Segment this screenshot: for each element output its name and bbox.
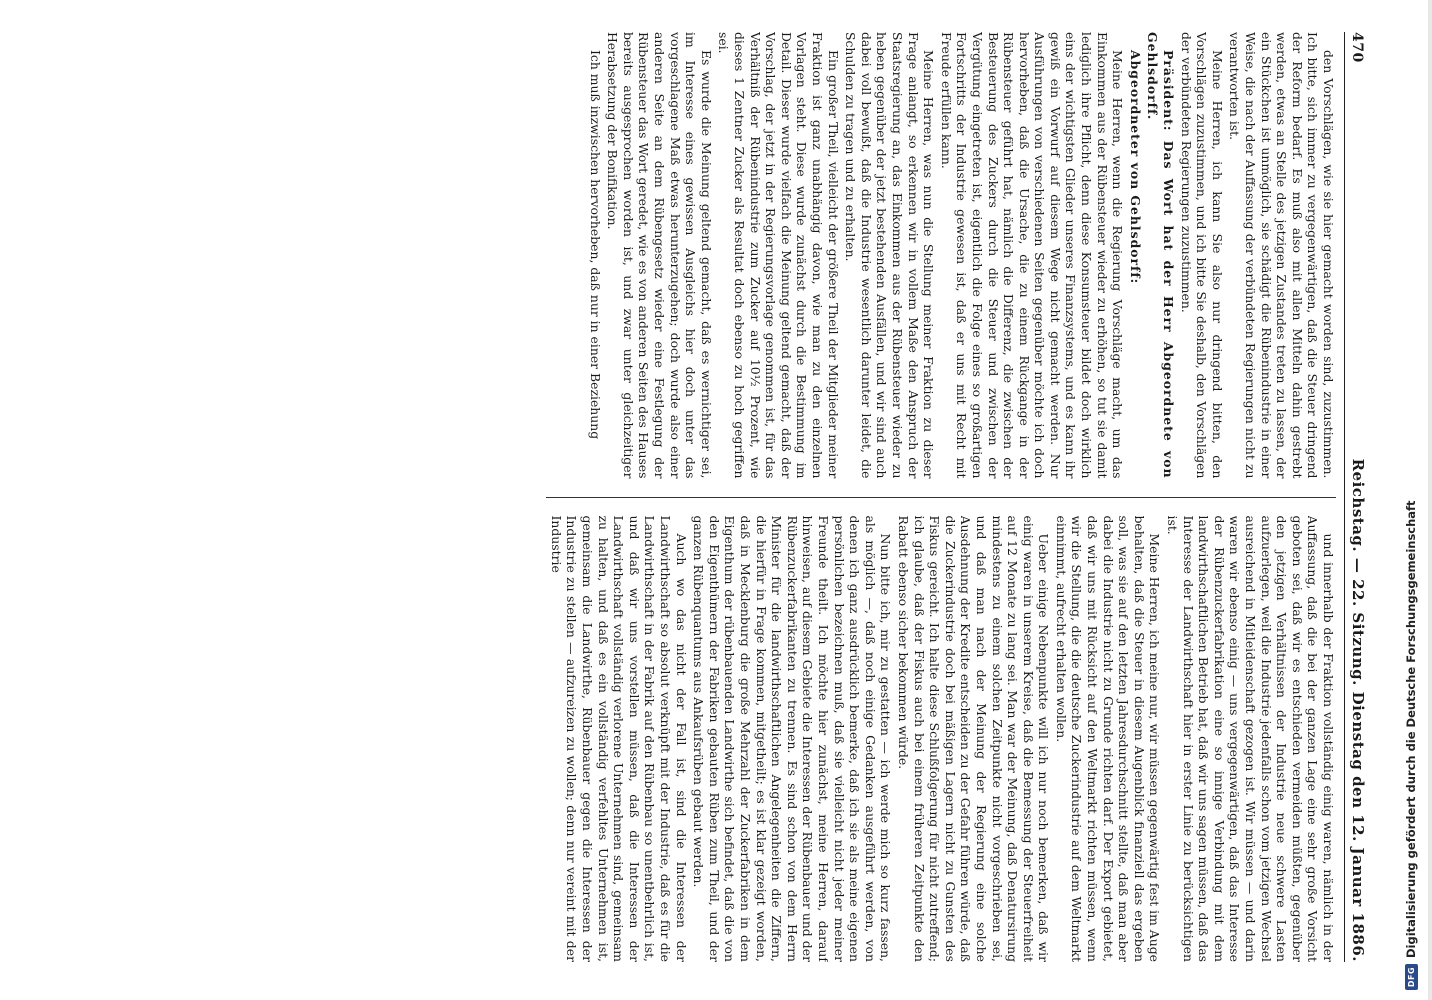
digitization-note: [1400, 0, 1422, 990]
president-line: Präsident: Das Wort hat der Herr Abgeordnete von Gehlsdorff.: [1145, 32, 1177, 479]
paragraph: Meine Herren, ich kann Sie also nur dringend bitten, den Vorschlägen zuzustimmen, und ich bitte Sie deshalb, den Vorschlägen der verbündeten Regierungen zuzustimmen.: [1178, 32, 1225, 479]
left-column: [546, 32, 1336, 479]
dfg-logo-icon: DFG: [1405, 964, 1418, 990]
page-number: 470: [1349, 32, 1365, 63]
page-header: [1344, 32, 1367, 962]
paragraph: und innerhalb der Fraktion vollständig einig waren, nämlich in der Auffassung, daß die bei der ganzen Lage eine sehr große Vorsicht geboten sei, daß wir es entschieden vermeiden müßten, gegenüber den jetzigen Verhältnissen der Industrie neue schwere Lasten aufzuerlegen, weil die Industrie jedenfalls schon vom jetzigen Wechsel ausreichend in Mitleidenschaft gezogen ist. Wir müssen — und darin waren wir ebenso einig — uns vergegenwärtigen, daß das Interesse der Rübenzuckerfabrikation eine so innige Verbindung mit dem landwirthschaftlichen Betrieb hat, daß wir uns sagen müssen, daß das Interesse der Landwirthschaft hier in erster Linie zu berücksichtigen ist.: [1165, 515, 1336, 962]
paragraph: Ich muß inzwischen hervorheben, daß nur in einer Beziehung: [587, 50, 603, 440]
column-divider: [546, 497, 1336, 498]
paragraph: Meine Herren, was nun die Stellung meiner Fraktion zu dieser Frage anlangt, so erkennen wir in vollem Maße den Anspruch der Staatsregierung an, das Einkommen aus der Rübensteuer wieder zu heben gegenüber der jetzt bestehenden Ausfällen, und wir sind auch dabei voll bewußt, daß die Industrie wesentlich darunter leidet, die Schulden zu tragen und zu erhalten.: [843, 32, 937, 479]
paragraph: den Vorschlägen, wie sie hier gemacht worden sind, zuzustimmen. Ich bitte, sich immer zu vergegenwärtigen, daß die Steuer dringend der Reform bedarf. Es muß also mit allen Mitteln dahin gestrebt werden, etwas an Stelle des jetzigen Zustandes treten zu lassen, der ein Stückchen ist unmöglich, sie schädigt die Rübenindustrie in einer Weise, die nach der Auffassung der verbündeten Regierungen nicht zu verantworten ist.: [1227, 32, 1336, 479]
scanned-page: [51, 10, 1381, 984]
paragraph: Meine Herren, ich meine nur, wir müssen gegenwärtig fest im Auge behalten, daß die Steuer in diesem Augenblick finanziell das ergeben soll, was sie auf den letzten Jahresdurchschnitt stellte, daß man aber dabei die Industrie nicht zu Grunde richten darf. Der Export gebietet, daß wir uns mit Rücksicht auf den Weltmarkt richten müssen, wenn wir die Stellung, die die deutsche Zuckerindustrie auf dem Weltmarkt einnimmt, aufrecht erhalten wollen.: [1053, 515, 1163, 962]
running-title: Reichstag. — 22. Sitzung. Dienstag den 12. Januar 1886.: [1349, 458, 1367, 962]
paragraph: Nun bitte ich, mir zu gestatten — ich werde mich so kurz fassen, als möglich —, daß noch einige Gedanken ausgeführt werden, von denen ich ganz ausdrücklich bemerke, daß ich sie als meine eigenen persönlichen bezeichnen muß, daß sie vielleicht nicht jeder meiner Freunde theilt. Ich möchte hier zunächst, meine Herren, darauf hinweisen, auf diesem Gebiete die Interessen der Rübenbauer und der Rübenzuckerfabrikanten zu trennen. Es sind schon von dem Herrn Minister für die landwirthschaftlichen Angelegenheiten die Ziffern, die hierfür in Frage kommen, mitgetheilt; es ist klar gezeigt worden, daß in Mecklenburg die große Mehrzahl der Zuckerfabriken in dem Eigenthum der rübenbauenden Landwirthe sich befindet, daß die von den Eigenthümern der Fabriken gebauten Rüben zum Theil, und der ganzen Rübenquantums aus Ankaufsrüben gebaut werden.: [691, 515, 894, 962]
right-column: [546, 516, 1336, 963]
digitization-note-text: Digitalisierung gefördert durch die Deutsche Forschungsgemeinschaft: [1404, 500, 1418, 958]
speaker-name: Abgeordneter von Gehlsdorff:: [1127, 50, 1143, 285]
scan-edge: [1428, 0, 1432, 1000]
paragraph: Meine Herren, wenn die Regierung Vorschläge macht, um das Einkommen aus der Rübensteuer wieder zu erhöhen, so tut sie damit lediglich ihre Pflicht, denn diese Konsumsteuer bildet doch wirklich eins der wichtigsten Glieder unseres Finanzsystems, und es kann ihr gewiß ein Vorwurf auf diesem Wege nicht gemacht werden. Nur Ausführungen von verschiedenen Seiten gegenüber möchte ich doch hervorheben, daß die Ursache, die zu einem Rückgange in der Rübensteuer geführt hat, nämlich die Differenz, die zwischen der Besteuerung des Zuckers durch die Steuer und zwischen der Vergütung eingetreten ist, eigentlich die Folge eines so großartigen Fortschritts der Industrie gewesen ist, daß er uns mit Recht mit Freude erfüllen kann.: [938, 32, 1126, 479]
paragraph: Ueber einige Nebenpunkte will ich nur noch bemerken, daß wir einig waren in unserem Kreise, daß die Bemessung der Steuerfreiheit auf 12 Monate zu lang sei. Man war der Meinung, daß Denatursirung mindestens zu einem solchen Zeitpunkte nicht vorgeschrieben sei, und daß man nach der Meinung der Regierung eine solche Ausdehnung der Kredite entscheiden zu der Gefahr führen würde, daß die Zuckerindustrie doch bei mäßigen Lagern nicht zu Gunsten des Fiskus gereicht. Ich halte diese Schlußfolgerung für nicht zutreffend; ich glaube, daß der Fiskus auch bei einem früheren Zeitpunkte den Rabatt ebenso sicher bekommen würde.: [895, 515, 1052, 962]
text-columns: [546, 32, 1336, 962]
paragraph: Ein großer Theil, vielleicht der größere Theil der Mitglieder meiner Fraktion ist ganz unabhängig davon, wie man zu den einzelnen Vorlagen steht. Diese wurde zunächst durch die Bestimmung im Detail. Dieser wurde vielfach die Meinung geltend gemacht, daß der Vorschlag, der jetzt in der Regierungsvorlage genommen ist, für das Verhältniß der Rübenindustrie zum Zucker auf 10½ Prozent, wie dieses 1 Zentner Zucker als Resultat doch ebenso zu hoch gegriffen sei.: [716, 32, 841, 479]
paragraph: Es wurde die Meinung geltend gemacht, daß es wernichtiger sei, im Interesse eines gewissen Ausgleichs hier doch unter das vorgeschlagene Maß etwas herunterzugehen; doch wurde also einer anderen Seite an dem Rübengesetz wieder eine Festlegung der Rübensteuer das Wort geredet, wie es von anderen Seiten des Hauses bereits ausgesprochen worden ist, und zwar unter gleichzeitiger Herabsetzung der Bonifikation.: [605, 32, 714, 479]
paragraph: Auch wo das nicht der Fall ist, sind die Interessen der Landwirthschaft so absolut verknüpft mit der Industrie, daß es für die Landwirthschaft in der Fabrik auf den Rübenbau so unentbehrlich ist, und daß wir uns vorstellen müssen, daß die Interessen der Landwirthschaft vollständig verlorene Unternehmen sind, gemeinsam zu halten, und daß es ein vollständig verfehltes Unternehmen ist, gemeinsam die Landwirthe, Rübenbauer gegen die Interessen der Industrie zu stellen — aufzureizen zu wollen; denn nur vereint mit der Industrie: [548, 515, 689, 962]
